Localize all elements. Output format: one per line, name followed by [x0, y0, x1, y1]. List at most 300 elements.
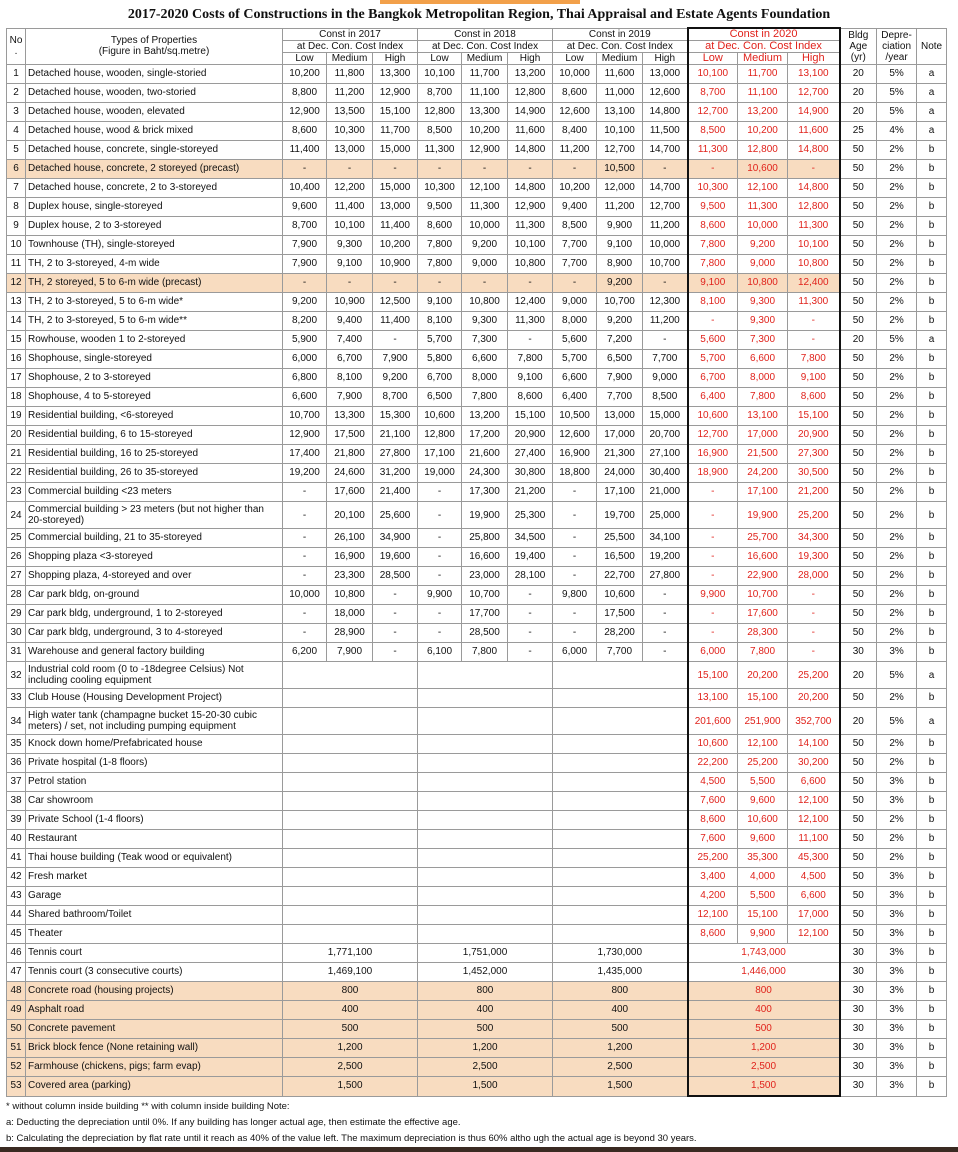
cost-2019-medium: 11,600	[597, 65, 643, 84]
cost-2017-high: 27,800	[373, 445, 418, 464]
cost-2019-empty	[553, 662, 688, 689]
building-age: 50	[840, 274, 877, 293]
note-code: b	[917, 868, 947, 887]
cost-2020-medium: 9,600	[738, 830, 788, 849]
property-type: Shophouse, 2 to 3-storeyed	[26, 369, 283, 388]
cost-2017-empty	[283, 925, 418, 944]
cost-2017-low: -	[283, 624, 327, 643]
cost-2017-low: 8,700	[283, 217, 327, 236]
building-age: 30	[840, 1020, 877, 1039]
table-row	[7, 1077, 947, 1097]
row-number: 23	[7, 483, 26, 502]
cost-2020-high: 20,900	[788, 426, 840, 445]
header-high: High	[373, 53, 418, 65]
cost-2020-medium: 17,000	[738, 426, 788, 445]
cost-2019-low: -	[553, 160, 597, 179]
cost-2020-low: 12,100	[688, 906, 738, 925]
table-row	[7, 689, 947, 708]
cost-2017-empty	[283, 868, 418, 887]
depreciation-rate: 2%	[877, 160, 917, 179]
note-code: b	[917, 1020, 947, 1039]
cost-2019-high: 12,700	[643, 198, 688, 217]
cost-2020-medium: 16,600	[738, 548, 788, 567]
depreciation-rate: 3%	[877, 773, 917, 792]
cost-2018-medium: 10,800	[462, 293, 508, 312]
table-row	[7, 388, 947, 407]
property-type: Detached house, wooden, single-storied	[26, 65, 283, 84]
cost-2017-high: -	[373, 160, 418, 179]
cost-2017-empty	[283, 792, 418, 811]
cost-2020-medium: 9,600	[738, 792, 788, 811]
property-type: Concrete road (housing projects)	[26, 982, 283, 1001]
cost-2017-medium: 23,300	[327, 567, 373, 586]
note-code: b	[917, 925, 947, 944]
cost-2018-merged: 2,500	[418, 1058, 553, 1077]
table-row	[7, 567, 947, 586]
row-number: 32	[7, 662, 26, 689]
cost-2018-medium: 19,900	[462, 502, 508, 529]
table-row	[7, 179, 947, 198]
cost-2018-low: 10,300	[418, 179, 462, 198]
building-age: 30	[840, 944, 877, 963]
property-type: Rowhouse, wooden 1 to 2-storeyed	[26, 331, 283, 350]
cost-2019-medium: 7,700	[597, 643, 643, 662]
row-number: 15	[7, 331, 26, 350]
depreciation-rate: 2%	[877, 529, 917, 548]
cost-2020-medium: 6,600	[738, 350, 788, 369]
header-2018: Const in 2018	[418, 28, 553, 41]
cost-2020-medium: 10,200	[738, 122, 788, 141]
cost-2019-low: 16,900	[553, 445, 597, 464]
cost-2017-low: 6,000	[283, 350, 327, 369]
cost-2019-merged: 400	[553, 1001, 688, 1020]
cost-2018-medium: 6,600	[462, 350, 508, 369]
header-2020: Const in 2020	[688, 28, 840, 41]
table-row	[7, 529, 947, 548]
cost-2018-empty	[418, 849, 553, 868]
cost-2017-low: 8,200	[283, 312, 327, 331]
cost-2017-low: -	[283, 567, 327, 586]
cost-2018-merged: 500	[418, 1020, 553, 1039]
row-number: 28	[7, 586, 26, 605]
cost-2020-high: 12,100	[788, 792, 840, 811]
cost-2020-medium: 7,800	[738, 388, 788, 407]
cost-2020-low: 10,600	[688, 735, 738, 754]
cost-2019-medium: 9,900	[597, 217, 643, 236]
cost-2017-low: 6,800	[283, 369, 327, 388]
property-type: Detached house, wooden, elevated	[26, 103, 283, 122]
depreciation-rate: 5%	[877, 65, 917, 84]
cost-2020-merged: 2,500	[688, 1058, 840, 1077]
cost-2018-medium: 10,200	[462, 122, 508, 141]
row-number: 12	[7, 274, 26, 293]
building-age: 50	[840, 689, 877, 708]
row-number: 17	[7, 369, 26, 388]
note-code: b	[917, 350, 947, 369]
building-age: 30	[840, 1058, 877, 1077]
cost-2018-merged: 1,452,000	[418, 963, 553, 982]
row-number: 30	[7, 624, 26, 643]
cost-2017-empty	[283, 735, 418, 754]
table-row	[7, 445, 947, 464]
cost-2020-high: -	[788, 586, 840, 605]
cost-2020-medium: 10,600	[738, 811, 788, 830]
footnote-asterisk: * without column inside building ** with column inside building Note:	[6, 1101, 290, 1112]
building-age: 20	[840, 331, 877, 350]
cost-2018-low: -	[418, 624, 462, 643]
cost-2017-low: 17,400	[283, 445, 327, 464]
property-type: Detached house, wooden, two-storied	[26, 84, 283, 103]
cost-2018-empty	[418, 735, 553, 754]
depreciation-rate: 5%	[877, 708, 917, 735]
cost-2017-medium: 26,100	[327, 529, 373, 548]
property-type: Private School (1-4 floors)	[26, 811, 283, 830]
cost-2018-low: 9,500	[418, 198, 462, 217]
note-code: a	[917, 84, 947, 103]
header-low: Low	[553, 53, 597, 65]
depreciation-rate: 2%	[877, 445, 917, 464]
cost-2020-medium: 12,100	[738, 179, 788, 198]
note-code: b	[917, 792, 947, 811]
row-number: 33	[7, 689, 26, 708]
table-row	[7, 84, 947, 103]
note-code: b	[917, 483, 947, 502]
property-type: Duplex house, single-storeyed	[26, 198, 283, 217]
cost-2018-medium: 21,600	[462, 445, 508, 464]
cost-2020-merged: 1,743,000	[688, 944, 840, 963]
header-type: Types of Properties (Figure in Baht/sq.metre)	[26, 28, 283, 65]
depreciation-rate: 2%	[877, 830, 917, 849]
table-row	[7, 426, 947, 445]
cost-2020-high: 7,800	[788, 350, 840, 369]
row-number: 44	[7, 906, 26, 925]
depreciation-rate: 5%	[877, 662, 917, 689]
depreciation-rate: 3%	[877, 1020, 917, 1039]
note-code: b	[917, 1039, 947, 1058]
cost-2017-high: -	[373, 643, 418, 662]
cost-2017-merged: 1,200	[283, 1039, 418, 1058]
depreciation-rate: 4%	[877, 122, 917, 141]
cost-2017-high: 12,900	[373, 84, 418, 103]
cost-2019-medium: 24,000	[597, 464, 643, 483]
cost-2018-medium: 7,300	[462, 331, 508, 350]
cost-2019-high: 20,700	[643, 426, 688, 445]
building-age: 20	[840, 84, 877, 103]
cost-2019-high: 25,000	[643, 502, 688, 529]
row-number: 41	[7, 849, 26, 868]
cost-2018-high: 34,500	[508, 529, 553, 548]
cost-2018-medium: 13,200	[462, 407, 508, 426]
cost-2017-high: 11,400	[373, 312, 418, 331]
cost-2019-low: -	[553, 529, 597, 548]
cost-2018-medium: -	[462, 274, 508, 293]
cost-2020-medium: 24,200	[738, 464, 788, 483]
table-row	[7, 1020, 947, 1039]
cost-2019-high: 27,800	[643, 567, 688, 586]
cost-2020-high: 21,200	[788, 483, 840, 502]
property-type: Covered area (parking)	[26, 1077, 283, 1097]
cost-2019-empty	[553, 792, 688, 811]
cost-2019-high: 27,100	[643, 445, 688, 464]
cost-2020-high: 352,700	[788, 708, 840, 735]
row-number: 22	[7, 464, 26, 483]
depreciation-rate: 2%	[877, 369, 917, 388]
cost-2018-low: 10,600	[418, 407, 462, 426]
property-type: Petrol station	[26, 773, 283, 792]
row-number: 40	[7, 830, 26, 849]
row-number: 31	[7, 643, 26, 662]
cost-2019-empty	[553, 925, 688, 944]
table-row	[7, 293, 947, 312]
cost-2020-low: 15,100	[688, 662, 738, 689]
depreciation-rate: 2%	[877, 624, 917, 643]
cost-2019-merged: 500	[553, 1020, 688, 1039]
cost-2018-medium: 12,900	[462, 141, 508, 160]
cost-2018-low: 8,500	[418, 122, 462, 141]
table-row	[7, 868, 947, 887]
header-low-2020: Low	[688, 53, 738, 65]
cost-2018-high: 11,300	[508, 312, 553, 331]
table-row	[7, 369, 947, 388]
table-row	[7, 236, 947, 255]
cost-2018-low: 8,100	[418, 312, 462, 331]
note-code: b	[917, 773, 947, 792]
cost-2020-medium: 12,800	[738, 141, 788, 160]
cost-2019-empty	[553, 689, 688, 708]
cost-2019-medium: 9,200	[597, 274, 643, 293]
cost-2017-high: 15,100	[373, 103, 418, 122]
table-row	[7, 811, 947, 830]
cost-2020-high: 19,300	[788, 548, 840, 567]
depreciation-rate: 2%	[877, 689, 917, 708]
cost-2017-medium: 9,400	[327, 312, 373, 331]
depreciation-rate: 3%	[877, 792, 917, 811]
cost-2019-high: 10,000	[643, 236, 688, 255]
cost-2017-high: 25,600	[373, 502, 418, 529]
cost-2018-low: 5,800	[418, 350, 462, 369]
cost-2020-high: -	[788, 160, 840, 179]
property-type: Detached house, concrete, 2 to 3-storeyed	[26, 179, 283, 198]
cost-2017-low: 12,900	[283, 426, 327, 445]
depreciation-rate: 5%	[877, 84, 917, 103]
note-code: b	[917, 502, 947, 529]
cost-2019-low: 12,600	[553, 103, 597, 122]
building-age: 50	[840, 388, 877, 407]
cost-2017-medium: 20,100	[327, 502, 373, 529]
header-index-2019: at Dec. Con. Cost Index	[553, 41, 688, 53]
cost-2017-empty	[283, 662, 418, 689]
depreciation-rate: 2%	[877, 179, 917, 198]
table-row	[7, 350, 947, 369]
cost-2020-low: 201,600	[688, 708, 738, 735]
cost-2019-high: -	[643, 624, 688, 643]
cost-2017-empty	[283, 708, 418, 735]
cost-2019-high: 12,600	[643, 84, 688, 103]
depreciation-rate: 2%	[877, 293, 917, 312]
cost-2019-medium: 10,700	[597, 293, 643, 312]
cost-2018-high: 11,300	[508, 217, 553, 236]
building-age: 50	[840, 567, 877, 586]
cost-2017-high: -	[373, 331, 418, 350]
cost-2017-high: 7,900	[373, 350, 418, 369]
building-age: 50	[840, 605, 877, 624]
cost-2019-low: 9,000	[553, 293, 597, 312]
header-low: Low	[283, 53, 327, 65]
cost-2018-high: -	[508, 274, 553, 293]
cost-2018-empty	[418, 662, 553, 689]
cost-2017-empty	[283, 887, 418, 906]
row-number: 9	[7, 217, 26, 236]
cost-2018-low: -	[418, 502, 462, 529]
cost-2020-high: 12,800	[788, 198, 840, 217]
row-number: 25	[7, 529, 26, 548]
cost-2017-low: 10,700	[283, 407, 327, 426]
cost-2018-empty	[418, 811, 553, 830]
footnote-b: b: Calculating the depreciation by flat rate until it reach as 40% of the value left. The maximum depreciation is thus 60% altho ugh the actual age is beyond 30 years.	[6, 1133, 697, 1144]
cost-2017-low: 7,900	[283, 255, 327, 274]
cost-2017-medium: 17,600	[327, 483, 373, 502]
table-body	[7, 65, 947, 1097]
cost-2018-high: -	[508, 586, 553, 605]
property-type: Theater	[26, 925, 283, 944]
note-code: b	[917, 567, 947, 586]
cost-2017-high: 13,000	[373, 198, 418, 217]
cost-2017-merged: 400	[283, 1001, 418, 1020]
note-code: b	[917, 198, 947, 217]
cost-2020-medium: 9,900	[738, 925, 788, 944]
cost-2018-medium: 12,100	[462, 179, 508, 198]
cost-2020-merged: 800	[688, 982, 840, 1001]
cost-2019-empty	[553, 887, 688, 906]
cost-2020-low: 7,600	[688, 830, 738, 849]
header-2019: Const in 2019	[553, 28, 688, 41]
property-type: Thai house building (Teak wood or equivalent)	[26, 849, 283, 868]
property-type: TH, 2 to 3-storeyed, 5 to 6-m wide**	[26, 312, 283, 331]
cost-2018-low: 11,300	[418, 141, 462, 160]
cost-2017-low: -	[283, 548, 327, 567]
property-type: Car park bldg, underground, 1 to 2-storeyed	[26, 605, 283, 624]
cost-2020-high: -	[788, 643, 840, 662]
building-age: 30	[840, 643, 877, 662]
depreciation-rate: 5%	[877, 331, 917, 350]
cost-2017-medium: 12,200	[327, 179, 373, 198]
cost-2020-merged: 500	[688, 1020, 840, 1039]
cost-2020-high: 11,300	[788, 217, 840, 236]
table-row	[7, 103, 947, 122]
table-row	[7, 754, 947, 773]
cost-2020-low: -	[688, 502, 738, 529]
cost-2020-high: 15,100	[788, 407, 840, 426]
cost-2019-low: 10,000	[553, 65, 597, 84]
cost-2017-low: -	[283, 529, 327, 548]
property-type: Shared bathroom/Toilet	[26, 906, 283, 925]
depreciation-rate: 3%	[877, 1058, 917, 1077]
depreciation-rate: 3%	[877, 643, 917, 662]
cost-2020-high: 6,600	[788, 887, 840, 906]
cost-2017-low: 9,600	[283, 198, 327, 217]
cost-2017-high: 34,900	[373, 529, 418, 548]
table-row	[7, 643, 947, 662]
cost-2020-medium: 21,500	[738, 445, 788, 464]
header-medium: Medium	[327, 53, 373, 65]
cost-2018-medium: 28,500	[462, 624, 508, 643]
cost-2018-empty	[418, 773, 553, 792]
property-type: Garage	[26, 887, 283, 906]
cost-2017-medium: 11,400	[327, 198, 373, 217]
cost-2020-high: 12,700	[788, 84, 840, 103]
row-number: 20	[7, 426, 26, 445]
building-age: 50	[840, 887, 877, 906]
cost-2018-low: 8,700	[418, 84, 462, 103]
cost-2019-high: -	[643, 605, 688, 624]
cost-2017-low: 6,600	[283, 388, 327, 407]
cost-2019-empty	[553, 773, 688, 792]
cost-2019-empty	[553, 811, 688, 830]
row-number: 34	[7, 708, 26, 735]
note-code: b	[917, 1058, 947, 1077]
cost-2019-high: -	[643, 160, 688, 179]
building-age: 50	[840, 906, 877, 925]
cost-2019-low: 7,700	[553, 236, 597, 255]
depreciation-rate: 2%	[877, 255, 917, 274]
property-type: Brick block fence (None retaining wall)	[26, 1039, 283, 1058]
cost-2019-low: 6,600	[553, 369, 597, 388]
cost-2019-high: 12,300	[643, 293, 688, 312]
cost-2018-high: 20,900	[508, 426, 553, 445]
row-number: 1	[7, 65, 26, 84]
cost-2018-high: -	[508, 605, 553, 624]
property-type: Concrete pavement	[26, 1020, 283, 1039]
cost-2019-medium: 17,100	[597, 483, 643, 502]
cost-2018-low: 12,800	[418, 103, 462, 122]
cost-2017-medium: 10,800	[327, 586, 373, 605]
cost-2018-medium: 23,000	[462, 567, 508, 586]
property-type: Duplex house, 2 to 3-storeyed	[26, 217, 283, 236]
cost-2018-merged: 1,200	[418, 1039, 553, 1058]
depreciation-rate: 3%	[877, 1039, 917, 1058]
cost-2020-medium: 10,800	[738, 274, 788, 293]
cost-2018-high: 14,800	[508, 141, 553, 160]
cost-2020-high: 11,600	[788, 122, 840, 141]
depreciation-rate: 2%	[877, 548, 917, 567]
building-age: 20	[840, 65, 877, 84]
cost-2020-high: 34,300	[788, 529, 840, 548]
property-type: Private hospital (1-8 floors)	[26, 754, 283, 773]
property-type: Industrial cold room (0 to -18degree Celsius) Not including cooling equipment	[26, 662, 283, 689]
cost-2017-empty	[283, 773, 418, 792]
cost-2020-low: 10,300	[688, 179, 738, 198]
building-age: 50	[840, 445, 877, 464]
row-number: 37	[7, 773, 26, 792]
depreciation-rate: 2%	[877, 407, 917, 426]
depreciation-rate: 3%	[877, 1001, 917, 1020]
cost-2020-merged: 400	[688, 1001, 840, 1020]
note-code: b	[917, 236, 947, 255]
cost-2017-medium: 10,300	[327, 122, 373, 141]
cost-2019-empty	[553, 849, 688, 868]
property-type: Residential building, 26 to 35-storeyed	[26, 464, 283, 483]
property-type: Commercial building > 23 meters (but not higher than 20-storeyed)	[26, 502, 283, 529]
cost-2019-low: -	[553, 624, 597, 643]
cost-2018-high: 9,100	[508, 369, 553, 388]
footnotes	[6, 1099, 954, 1147]
property-type: Car park bldg, underground, 3 to 4-storeyed	[26, 624, 283, 643]
cost-2019-low: 9,800	[553, 586, 597, 605]
cost-2017-high: 28,500	[373, 567, 418, 586]
cost-2017-high: 8,700	[373, 388, 418, 407]
cost-2018-high: 7,800	[508, 350, 553, 369]
cost-2018-low: 9,900	[418, 586, 462, 605]
